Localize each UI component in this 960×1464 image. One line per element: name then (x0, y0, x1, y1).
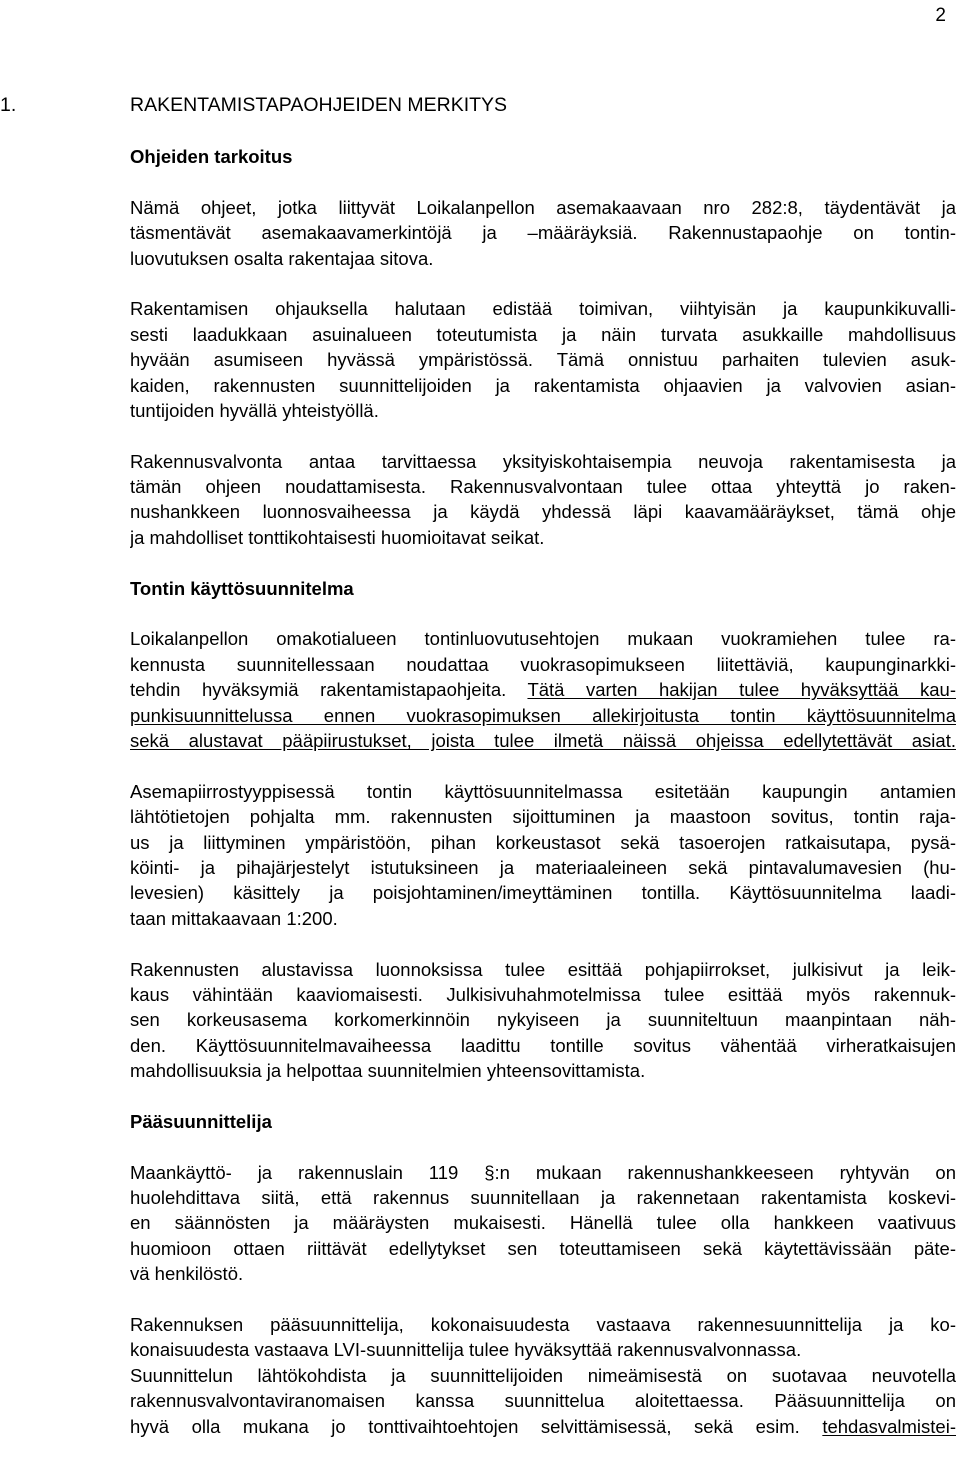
paragraph-tontinluovutusehdot (130, 626, 956, 753)
paragraph-luonnokset (130, 957, 956, 1084)
text-line (130, 728, 956, 753)
section-title: RAKENTAMISTAPAOHJEIDEN MERKITYS (130, 94, 508, 116)
paragraph-paasuunnittelija (130, 1312, 956, 1439)
text-line: sen korkeusasema korkomerkinnöin nykyiseen ja suunniteltuun maanpintaan näh- (130, 1009, 956, 1031)
text-line: den. Käyttösuunnitelmavaiheessa laadittu tontille sovitus vähentää virheratkaisujen (130, 1034, 956, 1056)
heading-ohjeiden-tarkoitus: Ohjeiden tarkoitus (130, 146, 293, 167)
underlined-requirement: Tätä varten hakijan tulee hyväksyttää kau- (527, 679, 956, 701)
text-line: ja mahdolliset tonttikohtaisesti huomioitavat seikat. (130, 526, 545, 548)
paragraph-asemapiirros (130, 779, 956, 931)
text-line: lähtötietojen pohjalta mm. rakennusten sijoittuminen ja maastoon sovitus, tontin raja- (130, 806, 956, 828)
text-line: tämän ohjeen noudattamisesta. Rakennusvalvontaan tulee ottaa yhteyttä jo raken- (130, 476, 956, 498)
text-line: Rakennuksen pääsuunnittelija, kokonaisuudesta vastaava rakennesuunnittelija ja ko- (130, 1314, 956, 1336)
text-line: hyvään asumiseen hyvässä ympäristössä. Tämä onnistuu parhaiten tulevien asuk- (130, 349, 956, 371)
text-line (130, 677, 956, 702)
text-span: tehdin hyväksymiä rakentamistapaohjeita. (130, 679, 528, 701)
text-line: Rakentamisen ohjauksella halutaan edistää toimivan, viihtyisän ja kaupunkikuvalli- (130, 298, 956, 320)
underlined-requirement: sekä alustavat pääpiirustukset, joista tulee ilmetä näissä ohjeissa edellytettävät asiat. (130, 730, 956, 752)
text-line: Nämä ohjeet, jotka liittyvät Loikalanpellon asemakaavaan nro 282:8, täydentävät ja (130, 196, 956, 218)
text-span: hyvä olla mukana jo tonttivaihtoehtojen selvittämisessä, sekä esim. (130, 1415, 823, 1437)
text-line: levesien) käsittely ja poisjohtaminen/imeyttäminen tontilla. Käyttösuunnitelma laadi- (130, 882, 956, 904)
paragraph-rakennusvalvonta (130, 449, 956, 551)
text-line: sesti laadukkaan asuinalueen toteutumista ja näin turvata asukkaille mahdollisuus (130, 323, 956, 345)
text-line: tuntijoiden hyvällä yhteistyöllä. (130, 399, 379, 421)
text-line: rakennusvalvontaviranomaisen kanssa suunnittelua aloitettaessa. Pääsuunnittelija on (130, 1390, 956, 1412)
text-line: Rakennusvalvonta antaa tarvittaessa yksityiskohtaisempia neuvoja rakentamisesta ja (130, 450, 956, 472)
section-number: 1. (0, 94, 17, 116)
text-line (130, 703, 956, 728)
text-line: kennusta suunnitellessaan noudattaa vuokrasopimukseen liitettäviä, kaupunginarkki- (130, 653, 956, 675)
text-line: köinti- ja pihajärjestelyt istutuksineen ja materiaaleineen sekä pintavalumavesien (hu- (130, 856, 956, 878)
text-line: taan mittakaavaan 1:200. (130, 907, 338, 929)
text-line: Suunnittelun lähtökohdista ja suunnittelijoiden nimeämisestä on suotavaa neuvotella (130, 1364, 956, 1386)
text-line: luovutuksen osalta rakentajaa sitova. (130, 247, 434, 269)
text-line: Loikalanpellon omakotialueen tontinluovutusehtojen mukaan vuokramiehen tulee ra- (130, 628, 956, 650)
text-line: vä henkilöstö. (130, 1263, 244, 1285)
underlined-text: tehdasvalmistei- (822, 1415, 956, 1437)
text-line: Asemapiirrostyyppisessä tontin käyttösuunnitelmassa esitetään kaupungin antamien (130, 780, 956, 802)
text-line: konaisuudesta vastaava LVI-suunnittelija tulee hyväksyttää rakennusvalvonnassa. (130, 1339, 802, 1361)
page-number: 2 (935, 5, 946, 26)
text-line: Rakennusten alustavissa luonnoksissa tulee esittää pohjapiirrokset, julkisivut ja leik- (130, 958, 956, 980)
heading-tontin-kayttosuunnitelma: Tontin käyttösuunnitelma (130, 577, 354, 599)
paragraph-maankaytto (130, 1160, 956, 1287)
document-body (130, 144, 956, 1464)
heading-paasuunnittelija: Pääsuunnittelija (130, 1110, 272, 1132)
section-heading (0, 92, 507, 118)
text-line: en säännösten ja määräysten mukaisesti. Hänellä tulee olla hankkeen vaativuus (130, 1212, 956, 1234)
text-line: us ja liittyminen ympäristöön, pihan korkeustasot sekä tasoerojen ratkaisutapa, pysä- (130, 831, 956, 853)
text-line: täsmentävät asemakaavamerkintöjä ja –määräyksiä. Rakennustapaohje on tontin- (130, 222, 956, 244)
paragraph-ohjeet (130, 195, 956, 271)
paragraph-rakentamisen-ohjaus (130, 296, 956, 423)
text-line: Maankäyttö- ja rakennuslain 119 §:n mukaan rakennushankkeeseen ryhtyvän on (130, 1161, 956, 1183)
text-line: nushankkeen luonnosvaiheessa ja käydä yhdessä läpi kaavamääräykset, tämä ohje (130, 501, 956, 523)
text-line: kaiden, rakennusten suunnittelijoiden ja rakentamista ohjaavien ja valvovien asian- (130, 374, 956, 396)
text-line (130, 1414, 956, 1439)
text-line: huomioon ottaen riittävät edellytykset sen toteuttamiseen sekä käytettävissään päte- (130, 1237, 956, 1259)
underlined-requirement: punkisuunnittelussa ennen vuokrasopimuksen allekirjoitusta tontin käyttösuunnitelma (130, 704, 956, 726)
text-line: mahdollisuuksia ja helpottaa suunnitelmien yhteensovittamista. (130, 1060, 646, 1082)
text-line: kaus vähintään kaaviomaisesti. Julkisivuhahmotelmissa tulee esittää myös rakennuk- (130, 983, 956, 1005)
text-line: huolehdittava siitä, että rakennus suunnitellaan ja rakennetaan rakentamista koskevi- (130, 1187, 956, 1209)
